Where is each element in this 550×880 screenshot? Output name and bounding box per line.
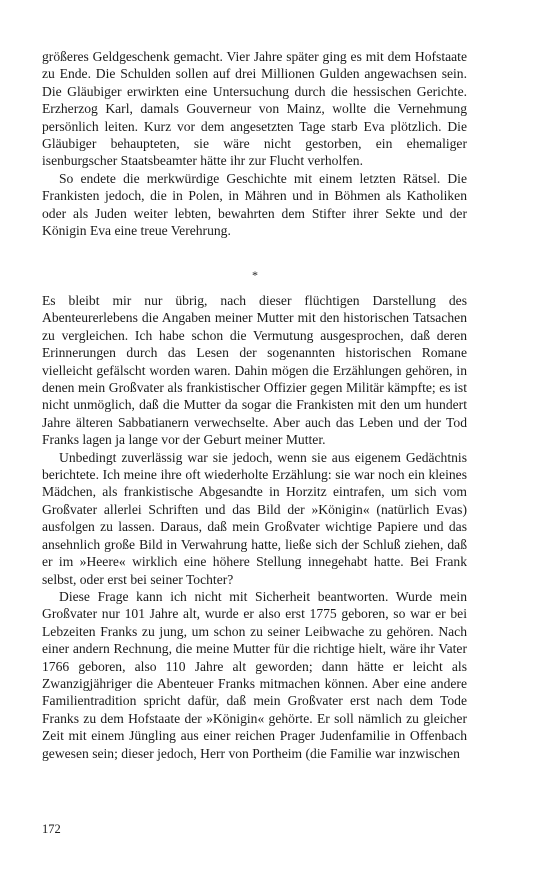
paragraph: Es bleibt mir nur übrig, nach dieser flüchtigen Darstellung des Abenteurerlebens die Angaben meiner Mutter mit den historischen Tatsachen zu vergleichen. Ich habe schon die Vermutung ausgesprochen, daß deren Erinnerungen durch das Lesen der sogenannten historischen Romane vielleicht gefälscht worden waren. Dahin mögen die Erzählungen gehören, in denen mein Großvater als frankistischer Offizier gegen Militär kämpfte; es ist nicht unmöglich, daß die Mutter da sogar die Frankisten mit den um hundert Jahre älteren Sabbatianern verwechselte. Aber auch das Leben und der Tod Franks lagen ja lange vor der Geburt meiner Mutter. (42, 293, 467, 448)
section-separator: * (252, 268, 258, 282)
paragraph: Diese Frage kann ich nicht mit Sicherheit beantworten. Wurde mein Großvater nur 101 Jahre alt, wurde er also erst 1775 geboren, so war er bei Lebzeiten Franks zu jung, um schon zu seiner Leibwache zu gehören. Nach einer andern Rechnung, die meine Mutter für die richtige hielt, wäre ihr Vater 1766 geboren, also 110 Jahre alt geworden; dann hätte er leicht als Zwanzigjähriger die Abenteuer Franks mitmachen können. Aber eine andere Familientradition spricht dafür, daß mein Großvater erst nach dem Tode Franks zu dem Hofstaate der »Königin« gehörte. Er soll nämlich zu gleicher Zeit mit einem Jüngling aus einer reichen Prager Judenfamilie in Offenbach gewesen sein; dieser jedoch, Herr von Portheim (die Familie war inzwischen (42, 588, 467, 761)
paragraph: So endete die merkwürdige Geschichte mit einem letzten Rätsel. Die Frankisten jedoch, die in Polen, in Mähren und in Böhmen als Katholiken oder als Juden weiter lebten, bewahrten dem Stifter ihrer Sekte und der Königin Eva eine treue Verehrung. (42, 170, 467, 239)
page-number: 172 (42, 822, 61, 836)
text-block-bottom (42, 292, 467, 762)
paragraph: größeres Geldgeschenk gemacht. Vier Jahre später ging es mit dem Hofstaate zu Ende. Die Schulden sollen auf drei Millionen Gulden angewachsen sein. Die Gläubiger erwirkten eine Untersuchung durch die hessischen Gerichte. Erzherzog Karl, damals Gouverneur von Mainz, wollte die Vernehmung persönlich leiten. Kurz vor dem angesetzten Tage starb Eva plötzlich. Die Gläubiger behaupteten, sie wäre nicht gestorben, ein ehemaliger isenburgscher Staatsbeamter hätte ihr zur Flucht verholfen. (42, 49, 467, 169)
paragraph: Unbedingt zuverlässig war sie jedoch, wenn sie aus eigenem Gedächtnis berichtete. Ich meine ihre oft wiederholte Erzählung: sie war noch ein kleines Mädchen, als frankistische Abgesandte in Horzitz eintrafen, um sich vom Großvater allerlei Schriften und das Bild der »Königin« (natürlich Evas) ausfolgen zu lassen. Daraus, daß mein Großvater wichtige Papiere und das ansehnlich große Bild in Verwahrung hatte, ließe sich der Schluß ziehen, daß er im »Heere« wirklich eine höhere Stellung innegehabt hatte. Bei Frank selbst, oder erst bei seiner Tochter? (42, 449, 467, 587)
text-block-top (42, 48, 467, 239)
